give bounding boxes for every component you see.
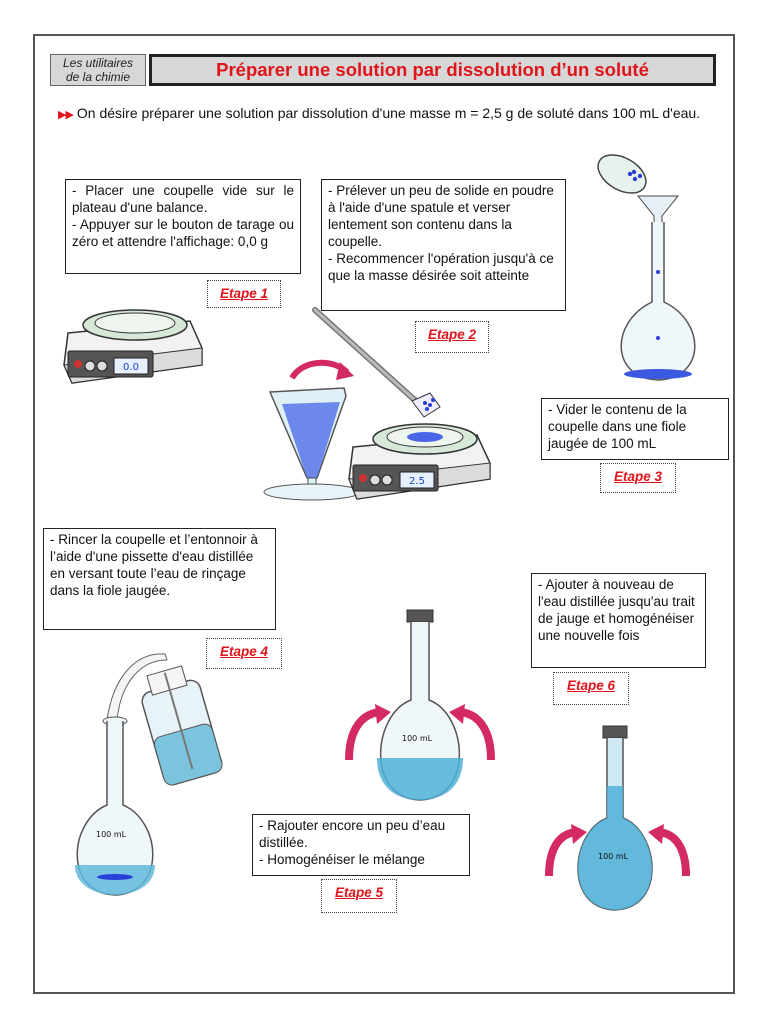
intro-text: [58, 104, 718, 125]
step3-line1: - Vider le contenu de la coupelle dans une fiole jaugée de 100 mL: [548, 402, 687, 451]
volumetric-flask-funnel-icon: [590, 152, 710, 388]
series-line-1: Les utilitaires: [62, 56, 134, 70]
step5-instructions: [252, 814, 470, 876]
step4-instructions: [43, 528, 276, 630]
step5-label: Etape 5: [321, 879, 397, 913]
step6-instructions: [531, 573, 706, 668]
step2-label: Etape 2: [415, 321, 489, 353]
step3-label: Etape 3: [600, 463, 676, 493]
step5-line1: - Rajouter encore un peu d’eau distillée.: [259, 818, 446, 850]
step1-line2: - Appuyer sur le bouton de tarage ou zéro et attendre l'affichage: 0,0 g: [72, 217, 294, 249]
balance2-display: 2.5: [409, 476, 425, 487]
step1-line1: - Placer une coupelle vide sur le plateau d'une balance.: [72, 183, 294, 215]
flask5-volume-label: 100 mL: [402, 734, 433, 743]
step1-instructions: [65, 179, 301, 274]
volumetric-flask-final-icon: [545, 726, 690, 916]
intro-sentence: On désire préparer une solution par dissolution d'une masse m = 2,5 g de soluté dans 100 mL d'eau.: [76, 105, 701, 121]
series-line-2: de la chimie: [65, 70, 131, 84]
series-label: [50, 54, 146, 86]
step2-line1: - Prélever un peu de solide en poudre à l'aide d'une spatule et verser lentement son contenu dans la coupelle.: [328, 183, 554, 249]
bullet-arrows-icon: ▶▶: [58, 109, 73, 121]
step6-label: Etape 6: [553, 672, 629, 705]
step6-line1: - Ajouter à nouveau de l'eau distillée jusqu'au trait de jauge et homogénéiser une nouvelle fois: [538, 577, 695, 643]
step1-label: Etape 1: [207, 280, 281, 308]
volumetric-flask-mixing-icon: [345, 610, 495, 806]
volumetric-flask-rinse-icon: [65, 715, 165, 899]
page-title: Préparer une solution par dissolution d’un soluté: [149, 54, 716, 86]
step4-label: Etape 4: [206, 638, 282, 669]
step5-line2: - Homogénéiser le mélange: [259, 852, 425, 867]
step2-line2: - Recommencer l'opération jusqu'à ce que la masse désirée soit atteinte: [328, 251, 554, 283]
balance1-display: 0.0: [123, 362, 139, 373]
balance-empty-icon: [60, 303, 205, 388]
step3-instructions: [541, 398, 729, 460]
flask6-volume-label: 100 mL: [598, 852, 629, 861]
balance-with-powder-icon: [345, 415, 495, 503]
flask4-volume-label: 100 mL: [96, 830, 127, 839]
step2-instructions: [321, 179, 566, 311]
step4-line1: - Rincer la coupelle et l’entonnoir à l’aide d'une pissette d'eau distillée en versant toute l’eau de rinçage dans la fiole jaugée.: [50, 532, 258, 598]
